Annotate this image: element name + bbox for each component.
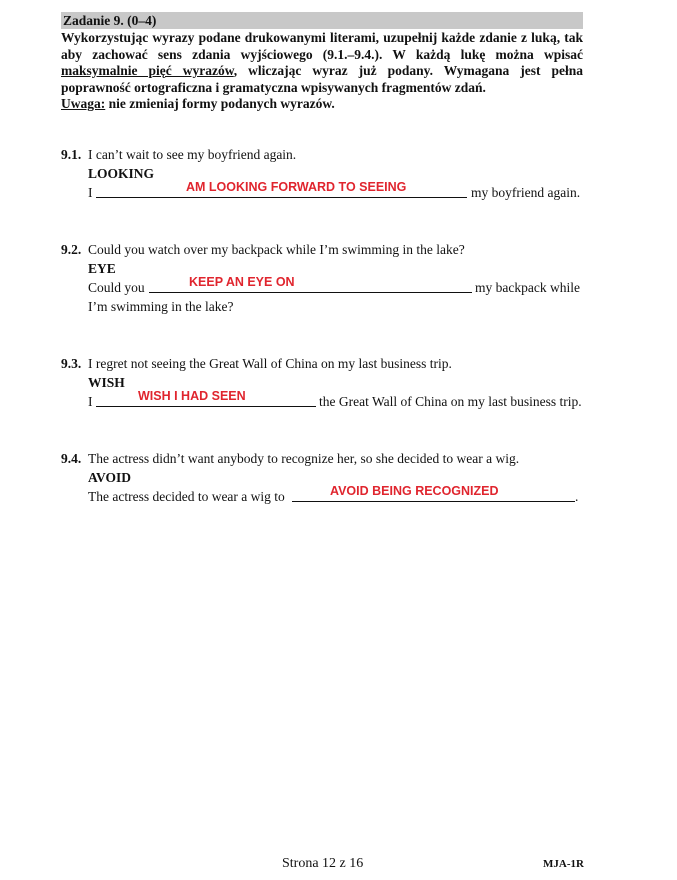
sentence-start: The actress decided to wear a wig to: [88, 489, 285, 504]
exercise-item-9-1: [61, 145, 583, 205]
sentence-end: my backpack while: [475, 280, 580, 295]
answer-gap[interactable]: [149, 275, 472, 293]
instructions-text-cont: , wliczając wyraz już podany. Wymagana jest pełna poprawność ortograficzna i gramatyczna wpisywanych fragmentów zdań.: [61, 63, 583, 95]
item-number: 9.4.: [61, 451, 82, 466]
keyword: EYE: [88, 261, 116, 276]
sentence-end: .: [575, 489, 579, 504]
source-sentence: I regret not seeing the Great Wall of China on my last business trip.: [88, 356, 452, 371]
note-text: nie zmieniaj formy podanych wyrazów.: [105, 96, 335, 111]
exercise-item-9-2: [61, 240, 583, 320]
item-number: 9.2.: [61, 242, 82, 257]
source-sentence: I can’t wait to see my boyfriend again.: [88, 147, 297, 162]
item-number: 9.1.: [61, 147, 82, 162]
answer-text: KEEP AN EYE ON: [189, 275, 295, 289]
answer-text: WISH I HAD SEEN: [138, 389, 246, 403]
source-sentence: Could you watch over my backpack while I’m swimming in the lake?: [88, 242, 465, 257]
keyword: AVOID: [88, 470, 131, 485]
sentence-end: my boyfriend again.: [471, 185, 581, 200]
exercise-item-9-3: [61, 354, 583, 414]
instructions-text: Wykorzystując wyrazy podane drukowanymi literami, uzupełnij każde zdanie z luką, tak aby zachować sens zdania wyjściowego (9.1.–9.4.). W każdą lukę można wpisać: [61, 30, 583, 62]
answer-gap[interactable]: [96, 389, 316, 407]
sentence-end: the Great Wall of China on my last business trip.: [319, 394, 582, 409]
sentence-start: Could you: [88, 280, 145, 295]
page-number: Strona 12 z 16: [282, 856, 364, 871]
note-label: Uwaga:: [61, 96, 106, 111]
answer-gap[interactable]: [292, 484, 575, 502]
instructions-emphasis: maksymalnie pięć wyrazów: [61, 63, 234, 78]
keyword: WISH: [88, 375, 125, 390]
answer-text: AM LOOKING FORWARD TO SEEING: [186, 180, 407, 194]
sentence-start: I: [88, 394, 93, 409]
answer-text: AVOID BEING RECOGNIZED: [330, 484, 499, 498]
keyword: LOOKING: [88, 166, 155, 181]
answer-gap[interactable]: [96, 180, 467, 198]
task-title: Zadanie 9. (0–4): [61, 12, 583, 29]
exercise-item-9-4: [61, 449, 583, 509]
item-number: 9.3.: [61, 356, 82, 371]
sentence-start: I: [88, 185, 93, 200]
source-sentence: The actress didn’t want anybody to recognize her, so she decided to wear a wig.: [88, 451, 520, 466]
exam-code: MJA-1R: [543, 858, 584, 870]
task-instructions: [61, 30, 583, 113]
sentence-continuation: I’m swimming in the lake?: [88, 299, 234, 314]
